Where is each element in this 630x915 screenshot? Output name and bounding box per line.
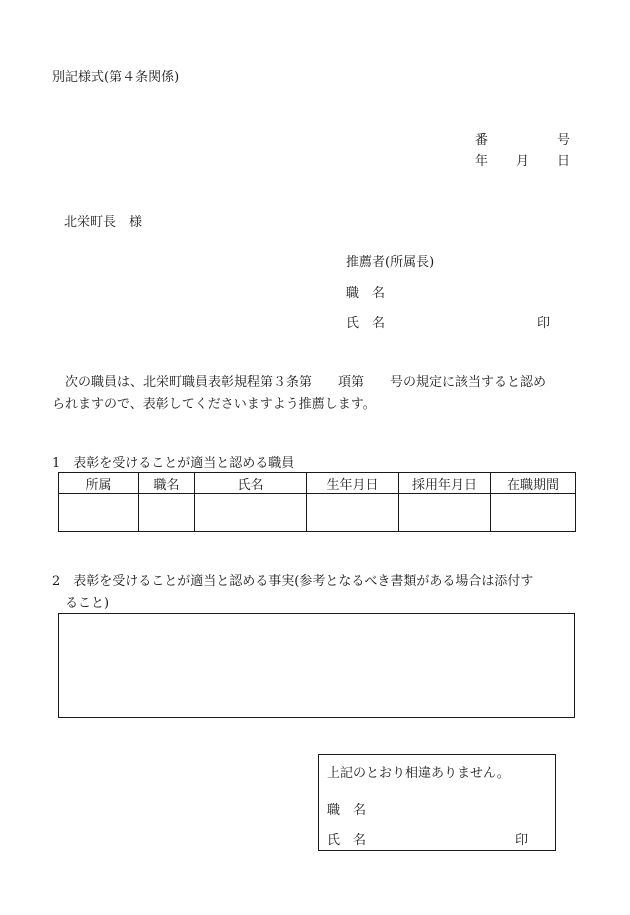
document-number-suffix: 号	[557, 133, 571, 148]
column-header-hire-date: 採用年月日	[399, 473, 491, 494]
document-number-label: 番	[475, 133, 489, 148]
addressee: 北栄町長 様	[64, 215, 143, 230]
column-header-post: 職名	[139, 473, 195, 494]
confirmation-post-label: 職 名	[327, 803, 367, 818]
date-year-label: 年	[475, 154, 489, 169]
section-2-heading-line-2: ること)	[52, 596, 110, 611]
column-header-name: 氏名	[195, 473, 307, 494]
confirmation-statement: 上記のとおり相違ありません。	[327, 766, 510, 781]
column-header-affiliation: 所属	[59, 473, 139, 494]
cell-affiliation[interactable]	[59, 494, 139, 532]
body-line-1: 次の職員は、北栄町職員表彰規程第３条第 項第 号の規定に該当すると認め	[52, 375, 547, 390]
staff-table	[58, 472, 576, 532]
recommender-title: 推薦者(所属長)	[346, 255, 435, 270]
section-2-heading-line-1: 2 表彰を受けることが適当と認める事実(参考となるべき書類がある場合は添付す	[52, 574, 534, 589]
date-month-label: 月	[516, 154, 530, 169]
cell-tenure[interactable]	[491, 494, 576, 532]
table-row	[59, 494, 576, 532]
confirmation-box	[318, 754, 556, 851]
table-header-row	[59, 473, 576, 494]
confirmation-name-label: 氏 名	[327, 833, 367, 848]
body-paragraph	[52, 372, 546, 416]
cell-name[interactable]	[195, 494, 307, 532]
column-header-tenure: 在職期間	[491, 473, 576, 494]
form-title: 別記様式(第４条関係)	[52, 70, 180, 85]
body-line-2: られますので、表彰してくださいますよう推薦します。	[52, 397, 376, 412]
cell-post[interactable]	[139, 494, 195, 532]
column-header-birthdate: 生年月日	[307, 473, 399, 494]
recommender-post-label: 職 名	[346, 286, 386, 301]
date-day-label: 日	[557, 154, 571, 169]
recommender-name-label: 氏 名	[346, 316, 386, 331]
section-1-heading: 1 表彰を受けることが適当と認める職員	[52, 456, 295, 471]
section-2-heading	[52, 571, 533, 615]
cell-hire-date[interactable]	[399, 494, 491, 532]
facts-input-box[interactable]	[58, 613, 575, 718]
confirmation-seal: 印	[515, 833, 529, 848]
recommender-seal: 印	[537, 316, 551, 331]
cell-birthdate[interactable]	[307, 494, 399, 532]
